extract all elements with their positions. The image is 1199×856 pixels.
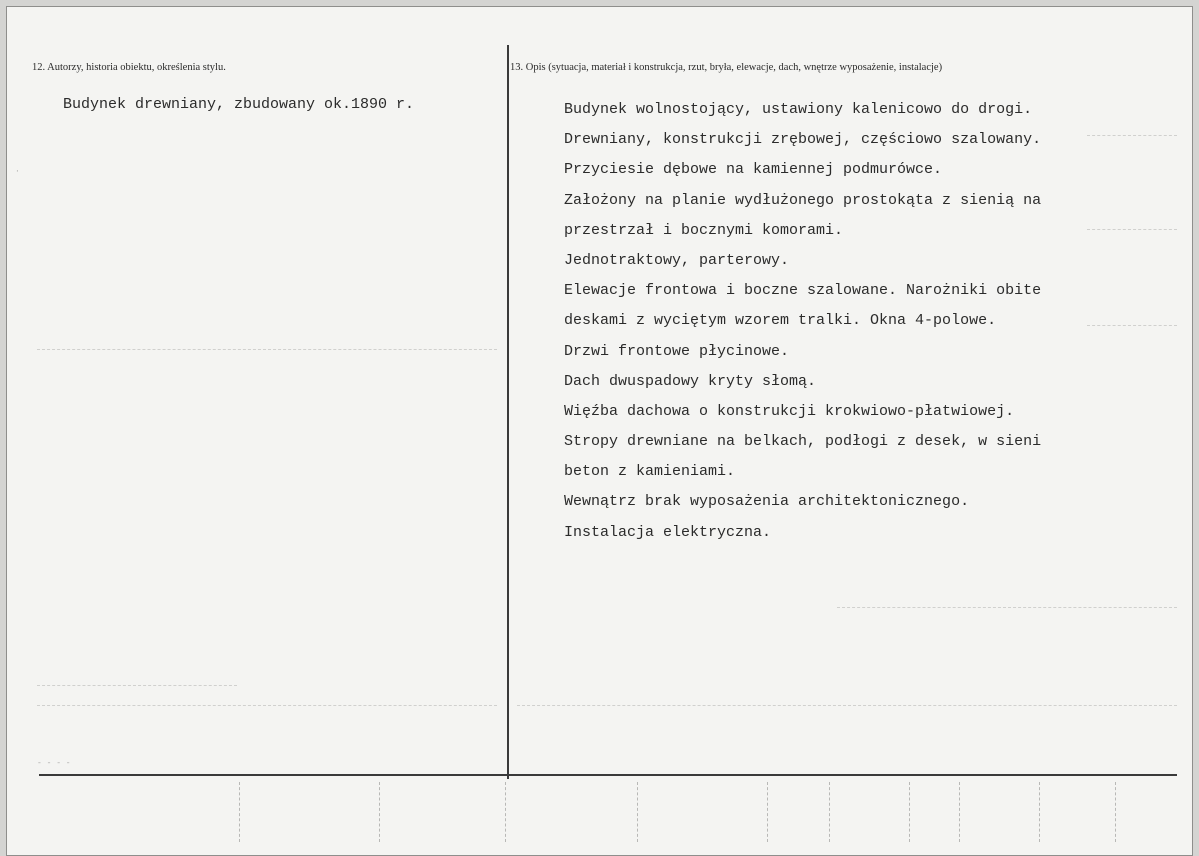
description-line: Jednotraktowy, parterowy. — [564, 251, 790, 269]
paper-speck: - - - - — [37, 759, 71, 768]
record-card — [6, 6, 1193, 856]
form-tick — [379, 782, 381, 842]
section-12-label: 12. Autorzy, historia obiektu, określenia stylu. — [32, 62, 226, 73]
form-tick — [637, 782, 639, 842]
paper-speck: · — [15, 167, 20, 176]
faint-rule — [517, 705, 1177, 706]
section-12-text: Budynek drewniany, zbudowany ok.1890 r. — [63, 96, 415, 113]
description-line: beton z kamieniami. — [564, 463, 736, 481]
form-tick — [239, 782, 241, 842]
form-tick — [505, 782, 507, 842]
faint-rule — [1087, 135, 1177, 136]
faint-rule — [1087, 325, 1177, 326]
form-tick — [909, 782, 911, 842]
faint-rule — [37, 705, 497, 706]
description-lines — [564, 95, 1041, 548]
description-line: Drzwi frontowe płycinowe. — [564, 342, 790, 360]
bottom-rule — [39, 774, 1177, 776]
faint-rule — [1087, 229, 1177, 230]
description-line: Wewnątrz brak wyposażenia architektonicznego. — [564, 493, 970, 511]
form-tick — [767, 782, 769, 842]
description-line: Przyciesie dębowe na kamiennej podmurówce. — [564, 161, 943, 179]
form-tick — [1115, 782, 1117, 842]
faint-rule — [37, 685, 237, 686]
description-line: Więźba dachowa o konstrukcji krokwiowo-płatwiowej. — [564, 402, 1015, 420]
faint-rule — [837, 607, 1177, 608]
description-line: Stropy drewniane na belkach, podłogi z desek, w sieni — [564, 433, 1042, 451]
faint-rule — [37, 349, 497, 350]
form-tick — [959, 782, 961, 842]
description-line: Budynek wolnostojący, ustawiony kalenicowo do drogi. — [564, 101, 1033, 118]
description-line: Instalacja elektryczna. — [564, 523, 772, 541]
description-line: Założony na planie wydłużonego prostokąta z sienią na — [564, 191, 1042, 209]
form-tick — [829, 782, 831, 842]
description-line: Elewacje frontowa i boczne szalowane. Narożniki obite — [564, 282, 1042, 300]
description-line: przestrzał i bocznymi komorami. — [564, 221, 844, 239]
section-13-label: 13. Opis (sytuacja, materiał i konstrukcja, rzut, bryła, elewacje, dach, wnętrze wyposażenie, instalacje) — [510, 62, 943, 73]
description-line: Dach dwuspadowy kryty słomą. — [564, 372, 817, 390]
description-line: deskami z wyciętym wzorem tralki. Okna 4-polowe. — [564, 312, 997, 330]
form-tick — [1039, 782, 1041, 842]
column-divider — [507, 45, 509, 779]
description-line: Drewniany, konstrukcji zrębowej, częściowo szalowany. — [564, 131, 1042, 149]
